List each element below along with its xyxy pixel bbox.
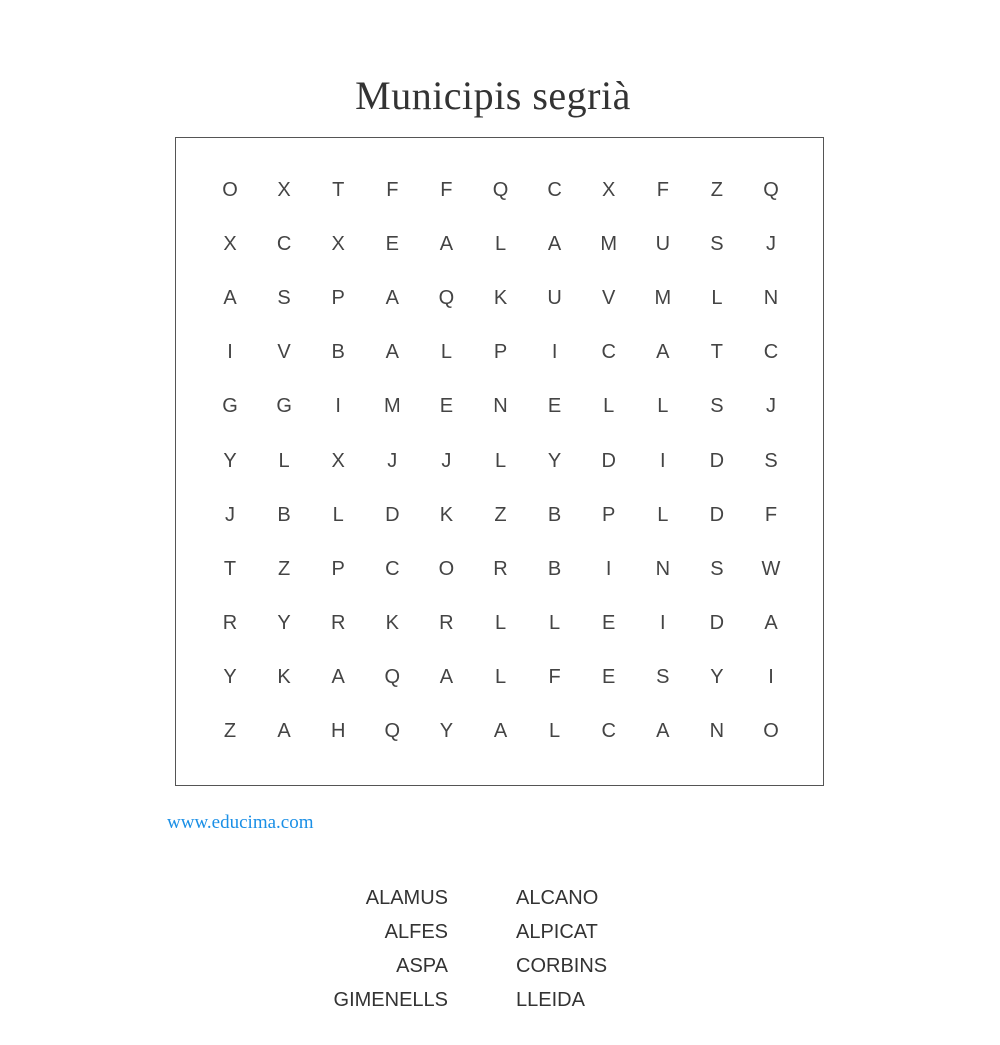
grid-cell[interactable]: L [494, 665, 507, 688]
grid-cell[interactable]: N [709, 720, 725, 742]
grid-cell[interactable]: O [438, 557, 455, 580]
grid-cell[interactable]: S [710, 233, 724, 256]
grid-cell[interactable]: C [276, 233, 292, 256]
educima-link[interactable]: www.educima.com [167, 812, 314, 833]
grid-cell[interactable]: T [332, 179, 345, 201]
grid-cell[interactable]: J [387, 449, 398, 472]
grid-cell[interactable]: L [332, 503, 344, 526]
grid-cell[interactable]: P [331, 287, 345, 310]
grid-cell[interactable]: R [222, 611, 238, 634]
grid-cell[interactable]: S [764, 449, 778, 472]
word-list-item: CORBINS [516, 955, 608, 977]
grid-cell[interactable]: H [330, 720, 346, 742]
grid-cell[interactable]: Y [710, 665, 724, 688]
grid-cell[interactable]: I [335, 395, 341, 418]
grid-cell[interactable]: A [439, 665, 454, 688]
grid-cell[interactable]: F [764, 503, 778, 526]
grid-cell[interactable]: D [709, 503, 725, 526]
grid-cell[interactable]: D [709, 611, 725, 634]
grid-cell[interactable]: R [330, 611, 346, 634]
grid-cell[interactable]: B [331, 341, 345, 364]
grid-cell[interactable]: A [331, 665, 345, 688]
grid-cell[interactable]: E [385, 233, 399, 256]
grid-cell[interactable]: P [331, 557, 345, 580]
grid-cell[interactable]: I [660, 449, 666, 472]
grid-cell[interactable]: Q [384, 665, 401, 688]
grid-cell[interactable]: S [277, 287, 291, 310]
grid-cell[interactable]: A [764, 611, 778, 634]
grid-cell[interactable]: L [657, 395, 669, 418]
grid-cell[interactable]: F [386, 179, 399, 201]
grid-cell[interactable]: X [331, 449, 345, 472]
grid-cell[interactable]: X [602, 179, 616, 201]
word-list-item: LLEIDA [516, 989, 585, 1011]
grid-cell[interactable]: E [547, 395, 562, 418]
grid-cell[interactable]: N [655, 557, 671, 580]
word-list-item: ALAMUS [365, 887, 448, 909]
grid-cell[interactable]: J [225, 503, 235, 526]
grid-cell[interactable]: Y [277, 611, 291, 634]
grid-cell[interactable]: S [656, 665, 670, 688]
grid-cell[interactable]: R [439, 611, 454, 634]
grid-cell[interactable]: A [385, 341, 399, 364]
grid-cell[interactable]: J [766, 233, 776, 256]
grid-cell[interactable]: L [711, 287, 723, 310]
grid-cell[interactable]: L [657, 503, 669, 526]
grid-cell[interactable]: V [277, 341, 291, 364]
grid-cell[interactable]: J [441, 449, 452, 472]
grid-cell[interactable]: S [710, 557, 724, 580]
grid-cell[interactable]: A [656, 341, 670, 364]
grid-cell[interactable]: I [660, 611, 666, 634]
grid-cell[interactable]: E [602, 665, 616, 688]
grid-cell[interactable]: M [600, 233, 618, 256]
grid-cell[interactable]: O [222, 179, 238, 201]
grid-cell[interactable]: P [493, 341, 508, 364]
grid-cell[interactable]: K [385, 611, 399, 634]
grid-cell[interactable]: L [603, 395, 615, 418]
grid-cell[interactable]: D [709, 449, 725, 472]
grid-cell[interactable]: C [547, 179, 562, 201]
grid-cell[interactable]: B [277, 503, 291, 526]
grid-cell[interactable]: Z [277, 557, 291, 580]
grid-cell[interactable]: E [439, 395, 454, 418]
grid-cell[interactable]: R [493, 557, 508, 580]
word-list-item: GIMENELLS [333, 989, 448, 1011]
grid-cell[interactable]: X [223, 233, 237, 256]
grid-cell[interactable]: I [768, 665, 774, 688]
page-title: Municipis segrià [355, 73, 631, 118]
grid-cell[interactable]: N [763, 287, 779, 310]
word-search-grid [175, 137, 824, 786]
grid-cell[interactable]: M [383, 395, 401, 418]
grid-cell[interactable]: L [494, 233, 507, 256]
grid-cell[interactable]: G [276, 395, 292, 418]
grid-cell[interactable]: L [549, 720, 561, 742]
grid-cell[interactable]: C [601, 720, 616, 742]
grid-cell[interactable]: I [551, 341, 558, 364]
grid-cell[interactable]: U [655, 233, 671, 256]
grid-cell[interactable]: D [601, 449, 616, 472]
grid-cell[interactable]: K [439, 503, 454, 526]
grid-cell[interactable]: P [602, 503, 616, 526]
grid-cell[interactable]: V [602, 287, 616, 310]
grid-cell[interactable]: T [223, 557, 237, 580]
grid-cell[interactable]: C [385, 557, 400, 580]
grid-cell[interactable]: Y [439, 720, 454, 742]
grid-cell[interactable]: F [440, 179, 453, 201]
grid-cell[interactable]: S [710, 395, 724, 418]
word-list-item: ALFES [384, 921, 448, 943]
grid-cell[interactable]: B [547, 557, 562, 580]
grid-cell[interactable]: I [605, 557, 612, 580]
grid-cell[interactable]: Q [438, 287, 455, 310]
grid-cell[interactable]: Z [494, 503, 507, 526]
grid-cell[interactable]: L [278, 449, 290, 472]
grid-cell[interactable]: L [494, 611, 507, 634]
grid-cell[interactable]: A [223, 287, 237, 310]
grid-cell[interactable]: J [766, 395, 776, 418]
grid-cell[interactable]: M [654, 287, 672, 310]
grid-cell[interactable]: Y [223, 665, 237, 688]
grid-cell[interactable]: L [549, 611, 561, 634]
grid-cell[interactable]: Q [492, 179, 509, 201]
grid-cell[interactable]: A [493, 720, 508, 742]
grid-cell[interactable]: A [439, 233, 454, 256]
grid-cell[interactable]: Q [384, 720, 401, 742]
grid-cell[interactable]: Y [547, 449, 562, 472]
grid-cell[interactable]: W [761, 557, 781, 580]
word-list-item: ASPA [396, 955, 448, 977]
grid-cell[interactable]: F [548, 665, 561, 688]
grid-cell[interactable]: T [710, 341, 723, 364]
grid-cell[interactable]: O [763, 720, 779, 742]
grid-cell[interactable]: L [494, 449, 507, 472]
grid-cell[interactable]: D [385, 503, 400, 526]
grid-cell[interactable]: Z [710, 179, 723, 201]
grid-cell[interactable]: X [331, 233, 345, 256]
grid-cell[interactable]: I [227, 341, 233, 364]
grid-cell[interactable]: G [222, 395, 238, 418]
grid-cell[interactable]: E [602, 611, 616, 634]
grid-cell[interactable]: K [493, 287, 508, 310]
grid-cell[interactable]: U [547, 287, 562, 310]
grid-cell[interactable]: C [601, 341, 616, 364]
grid-cell[interactable]: F [656, 179, 669, 201]
grid-cell[interactable]: C [763, 341, 779, 364]
grid-cell[interactable]: L [440, 341, 452, 364]
grid-cell[interactable]: N [493, 395, 508, 418]
grid-cell[interactable]: A [385, 287, 399, 310]
word-list-item: ALCANO [516, 887, 599, 909]
grid-cell[interactable]: B [547, 503, 562, 526]
grid-cell[interactable]: Q [763, 179, 779, 201]
grid-cell[interactable]: A [547, 233, 562, 256]
grid-cell[interactable]: X [277, 179, 291, 201]
grid-cell[interactable]: Y [223, 449, 237, 472]
word-list-item: ALPICAT [516, 921, 598, 943]
grid-cell[interactable]: Z [223, 720, 237, 742]
grid-cell[interactable]: K [277, 665, 291, 688]
grid-cell[interactable]: A [277, 720, 291, 742]
grid-cell[interactable]: A [656, 720, 670, 742]
